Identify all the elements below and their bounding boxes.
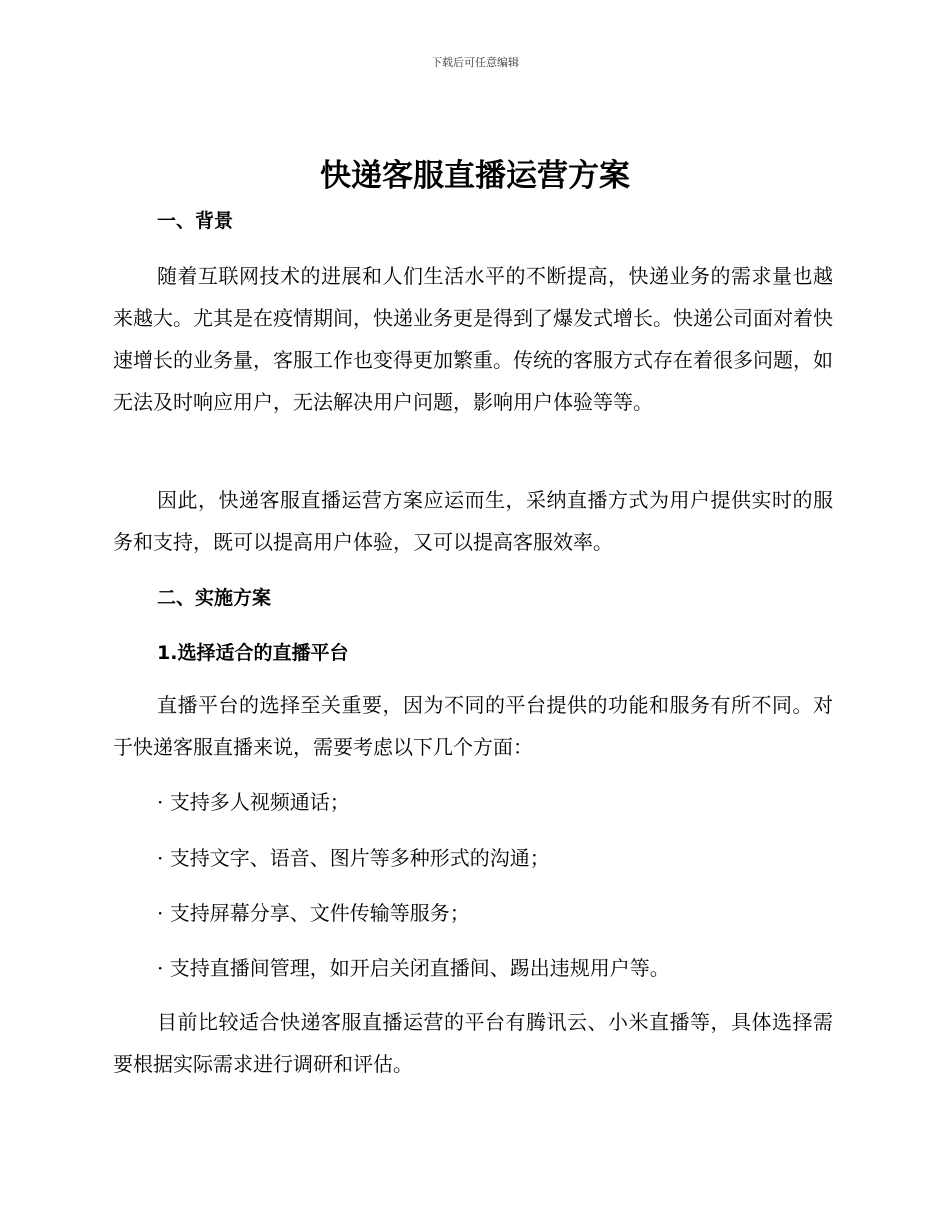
document-title: 快递客服直播运营方案	[320, 158, 630, 194]
bullet-item-1: · 支持多人视频通话；	[157, 790, 350, 814]
subsection-heading-platform: 1.选择适合的直播平台	[157, 642, 349, 664]
section-heading-implementation: 二、实施方案	[157, 587, 272, 609]
bullet-item-2: · 支持文字、语音、图片等多种形式的沟通；	[157, 846, 550, 870]
section-heading-background: 一、背景	[157, 210, 234, 232]
bullet-item-4: · 支持直播间管理，如开启关闭直播间、踢出违规用户等。	[157, 956, 670, 980]
background-paragraph-1: 随着互联网技术的进展和人们生活水平的不断提高，快递业务的需求量也越来越大。尤其是在疫情期间，快递业务更是得到了爆发式增长。快递公司面对着快速增长的业务量，客服工作也变得更加繁重。传统的客服方式存在着很多问题，如无法及时响应用户，无法解决用户问题，影响用户体验等等。	[113, 264, 833, 414]
platform-intro-paragraph: 直播平台的选择至关重要，因为不同的平台提供的功能和服务有所不同。对于快递客服直播来说，需要考虑以下几个方面：	[113, 693, 833, 759]
background-paragraph-2: 因此，快递客服直播运营方案应运而生，采纳直播方式为用户提供实时的服务和支持，既可以提高用户体验，又可以提高客服效率。	[113, 488, 833, 554]
platform-conclusion-paragraph: 目前比较适合快递客服直播运营的平台有腾讯云、小米直播等，具体选择需要根据实际需求进行调研和评估。	[113, 1010, 833, 1076]
bullet-item-3: · 支持屏幕分享、文件传输等服务；	[157, 901, 470, 925]
header-note: 下载后可任意编辑	[431, 56, 519, 69]
